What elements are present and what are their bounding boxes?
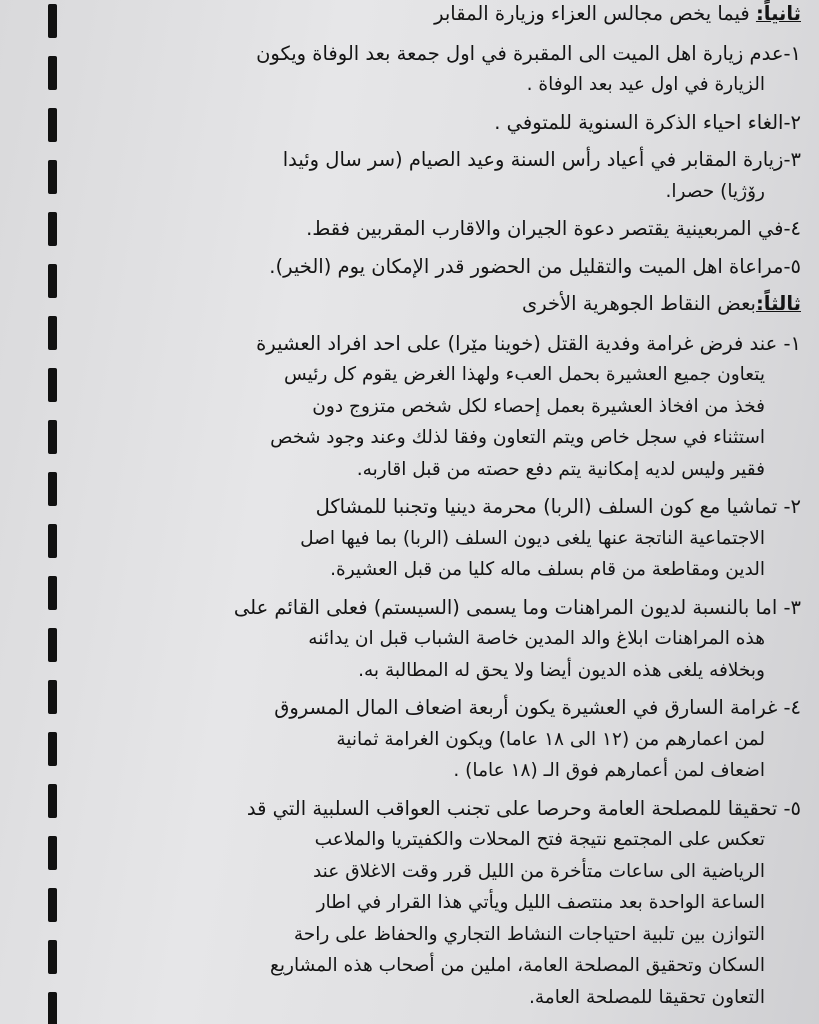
item-line: وبخلافه يلغى هذه الديون أيضا ولا يحق له المطالبة به. [358, 659, 765, 681]
margin-dash [48, 160, 57, 194]
section-2-heading-label: ثانياً: [755, 2, 801, 25]
margin-dash [48, 888, 57, 922]
list-item [72, 107, 801, 139]
margin-dash [48, 992, 57, 1024]
item-line: فخذ من افخاذ العشيرة بعمل إحصاء لكل شخص متزوج دون [312, 395, 765, 417]
margin-dash [48, 316, 57, 350]
item-line: ١-عدم زيارة اهل الميت الى المقبرة في اول جمعة بعد الوفاة ويكون [256, 41, 801, 65]
margin-dash [48, 680, 57, 714]
item-line: ٥-مراعاة اهل الميت والتقليل من الحضور قدر الإمكان يوم (الخير). [269, 254, 801, 278]
item-line: رۆژيا) حصرا. [665, 180, 765, 202]
list-item [72, 144, 801, 207]
item-line: ٤- غرامة السارق في العشيرة يكون أربعة اضعاف المال المسروق [274, 696, 801, 719]
margin-dash [48, 524, 57, 558]
section-2-heading-text: فيما يخص مجالس العزاء وزيارة المقابر [434, 2, 750, 25]
item-line: فقير وليس لديه إمكانية يتم دفع حصته من قبل اقاربه. [356, 458, 765, 480]
margin-dash [48, 784, 57, 818]
item-line: الاجتماعية الناتجة عنها يلغى ديون السلف (الربا) بما فيها اصل [300, 527, 765, 549]
list-item [72, 592, 801, 687]
item-line: ٢-الغاء احياء الذكرة السنوية للمتوفي . [494, 110, 801, 134]
item-line: الزيارة في اول عيد بعد الوفاة . [526, 74, 765, 95]
item-line: استثناء في سجل خاص ويتم التعاون وفقا لذلك وعند وجود شخص [270, 427, 765, 448]
document-text [72, 0, 801, 1019]
section-3-heading [72, 288, 801, 320]
margin-dash [48, 212, 57, 246]
margin-dash [48, 836, 57, 870]
item-line: لمن اعمارهم من (١٢ الى ١٨ عاما) ويكون الغرامة ثمانية [336, 728, 765, 750]
margin-dash-line [48, 0, 62, 1024]
item-line: ٥- تحقيقا للمصلحة العامة وحرصا على تجنب العواقب السلبية التي قد [246, 796, 801, 820]
margin-dash [48, 472, 57, 506]
margin-dash [48, 264, 57, 298]
margin-dash [48, 940, 57, 974]
margin-dash [48, 576, 57, 610]
item-line: يتعاون جميع العشيرة بحمل العبء ولهذا الغرض يقوم كل رئيس [284, 364, 765, 385]
section-3-heading-text: بعض النقاط الجوهرية الأخرى [521, 292, 756, 315]
item-line: السكان وتحقيق المصلحة العامة، املين من أصحاب هذه المشاريع [269, 955, 765, 976]
list-item [72, 692, 801, 787]
section-3-heading-label: ثالثاً: [755, 292, 801, 315]
margin-dash [48, 108, 57, 142]
margin-dash [48, 4, 57, 38]
item-line: ٤-في المربعينية يقتصر دعوة الجيران والاقارب المقربين فقط. [306, 217, 801, 240]
section-2-items [72, 38, 801, 283]
margin-dash [48, 732, 57, 766]
item-line: ٣- اما بالنسبة لديون المراهنات وما يسمى (السيستم) فعلى القائم على [233, 595, 801, 619]
item-line: هذه المراهنات ابلاغ والد المدين خاصة الشباب قبل ان يدائنه [308, 628, 765, 649]
list-item [72, 793, 801, 1014]
item-line: ٣-زيارة المقابر في أعياد رأس السنة وعيد الصيام (سر سال وئيدا [282, 148, 801, 171]
item-line: التوازن بين تلبية احتياجات النشاط التجاري والحفاظ على راحة [293, 923, 765, 945]
section-3-items [72, 328, 801, 1014]
margin-dash [48, 368, 57, 402]
section-2-heading [72, 0, 801, 30]
item-line: تعكس على المجتمع نتيجة فتح المحلات والكفيتريا والملاعب [314, 829, 765, 850]
item-line: التعاون تحقيقا للمصلحة العامة. [528, 986, 765, 1008]
item-line: الرياضية الى ساعات متأخرة من الليل قرر وقت الاغلاق عند [312, 860, 765, 882]
list-item [72, 328, 801, 486]
margin-dash [48, 56, 57, 90]
item-line: ١- عند فرض غرامة وفدية القتل (خوينا مێرا) على احد افراد العشيرة [256, 331, 801, 355]
list-item [72, 491, 801, 586]
margin-dash [48, 628, 57, 662]
list-item [72, 251, 801, 283]
item-line: ٢- تماشيا مع كون السلف (الربا) محرمة دينيا وتجنبا للمشاكل [315, 495, 801, 518]
list-item [72, 213, 801, 245]
item-line: الدين ومقاطعة من قام بسلف ماله كليا من قبل العشيرة. [330, 559, 765, 580]
item-line: اضعاف لمن أعمارهم فوق الـ (١٨ عاما) . [453, 760, 765, 781]
item-line: الساعة الواحدة بعد منتصف الليل ويأتي هذا القرار في اطار [316, 892, 765, 913]
margin-dash [48, 420, 57, 454]
list-item [72, 38, 801, 101]
